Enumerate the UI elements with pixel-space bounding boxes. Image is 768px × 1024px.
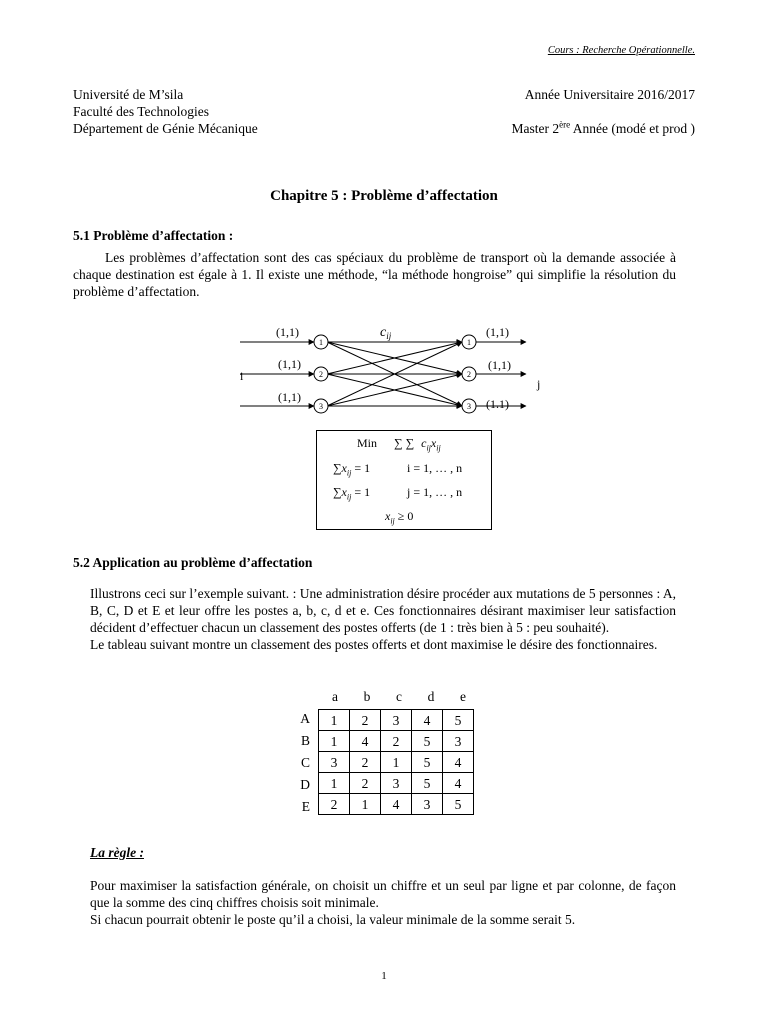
supply-label: (1,1) — [276, 325, 299, 339]
demand-label: (1,1) — [488, 358, 511, 372]
section-2-text — [90, 585, 676, 653]
column-constraint: $\sum x_{ij} = 1$ j = 1, … , n — [333, 485, 463, 502]
row-header: B — [300, 733, 310, 748]
table-cell: 2 — [350, 773, 381, 794]
node-number: 3 — [467, 402, 471, 411]
university-name: Université de M’sila — [73, 87, 184, 102]
table-cell: 1 — [319, 731, 350, 752]
rule-paragraph-1: Pour maximiser la satisfaction générale, on choisit un chiffre et un seul par ligne et par colonne, de façon que la somme des cinq chiffres choisis soit minimale. — [90, 878, 676, 910]
rule-text — [90, 877, 676, 928]
table-column-headers — [319, 688, 479, 705]
column-header: e — [460, 689, 466, 704]
table-cell: 5 — [443, 710, 474, 731]
table-cell: 3 — [381, 773, 412, 794]
table-cell: 2 — [381, 731, 412, 752]
assignment-arcs — [327, 342, 462, 406]
assignment-network-diagram — [230, 316, 550, 426]
table-cell: 3 — [381, 710, 412, 731]
table-cell: 2 — [350, 752, 381, 773]
table-row — [319, 794, 474, 815]
node-number: 2 — [319, 370, 323, 379]
section-1-text: Les problèmes d’affectation sont des cas spéciaux du problème de transport où la demande associée à chaque destination est égale à 1. Il existe une méthode, “la méthode hongroise” qui simplifie la résolution du problème d’affectation. — [73, 250, 676, 299]
node-number: 2 — [467, 370, 471, 379]
page-number: 1 — [381, 970, 387, 982]
cost-label: $c_{ij}$ — [380, 325, 392, 341]
demand-label: (1.1) — [486, 397, 509, 411]
table-cell: 3 — [412, 794, 443, 815]
table-cell: 1 — [350, 794, 381, 815]
nonnegativity-constraint: $x_{ij} \ge 0$ — [385, 509, 414, 526]
column-header: c — [396, 689, 402, 704]
supply-label: (1,1) — [278, 357, 301, 371]
row-header: C — [300, 755, 310, 770]
academic-year: Année Universitaire 2016/2017 — [524, 87, 695, 102]
table-cell: 5 — [412, 752, 443, 773]
row-constraint: $\sum x_{ij} = 1$ i = 1, … , n — [333, 461, 463, 478]
department-name: Département de Génie Mécanique — [73, 121, 258, 136]
section-2-paragraph-1: Illustrons ceci sur l’exemple suivant. : Une administration désire procéder aux mutations de 5 personnes : A, B, C, D et E et leur offre les postes a, b, c, d et e. Ces fonctionnaires désirant maximiser leur satisfaction décident d’effectuer chacun un classement des postes offerts (de 1 : très bien à 5 : peu souhaité). — [90, 586, 676, 635]
node-number: 3 — [319, 402, 323, 411]
master-level: Master 2ère Année (modé et prod ) — [511, 119, 695, 136]
ranking-table — [318, 709, 474, 815]
table-cell: 5 — [412, 773, 443, 794]
table-cell: 2 — [319, 794, 350, 815]
row-header: A — [300, 711, 310, 726]
destination-index-label: j — [537, 377, 541, 391]
section-1-title: 5.1 Problème d’affectation : — [73, 228, 234, 243]
table-cell: 4 — [443, 752, 474, 773]
table-cell: 1 — [381, 752, 412, 773]
table-cell: 3 — [443, 731, 474, 752]
objective-function: Min ∑ ∑ $c_{ij}x_{ij}$ — [357, 436, 441, 453]
rule-title: La règle : — [90, 845, 144, 860]
table-cell: 4 — [443, 773, 474, 794]
demand-label: (1,1) — [486, 325, 509, 339]
rule-paragraph-2: Si chacun pourrait obtenir le poste qu’il a choisi, la valeur minimale de la somme serait 5. — [90, 912, 576, 927]
supply-label: (1,1) — [278, 390, 301, 404]
section-2-paragraph-2: Le tableau suivant montre un classement des postes offerts et dont maximise le désire des fonctionnaires. — [90, 637, 658, 652]
table-cell: 5 — [443, 794, 474, 815]
course-header: Cours : Recherche Opérationnelle. — [547, 45, 695, 56]
table-row-headers — [290, 708, 310, 818]
institution-block — [73, 86, 258, 137]
table-row — [319, 731, 474, 752]
table-cell: 1 — [319, 710, 350, 731]
section-2-title: 5.2 Application au problème d’affectation — [73, 555, 313, 570]
row-header: D — [300, 777, 310, 792]
table-cell: 2 — [350, 710, 381, 731]
column-header: d — [427, 689, 435, 704]
table-cell: 4 — [412, 710, 443, 731]
column-header: a — [332, 689, 338, 704]
table-cell: 4 — [350, 731, 381, 752]
table-cell: 5 — [412, 731, 443, 752]
table-row — [319, 773, 474, 794]
year-block — [512, 86, 695, 137]
faculty-name: Faculté des Technologies — [73, 104, 210, 119]
chapter-title: Chapitre 5 : Problème d’affectation — [270, 188, 498, 204]
table-row — [319, 710, 474, 731]
table-cell: 4 — [381, 794, 412, 815]
source-index-label: i — [240, 369, 244, 383]
model-box — [316, 430, 492, 530]
table-row — [319, 752, 474, 773]
column-header: b — [363, 689, 371, 704]
node-number: 1 — [467, 338, 471, 347]
node-number: 1 — [319, 338, 323, 347]
table-cell: 3 — [319, 752, 350, 773]
table-cell: 1 — [319, 773, 350, 794]
row-header: E — [301, 799, 310, 814]
